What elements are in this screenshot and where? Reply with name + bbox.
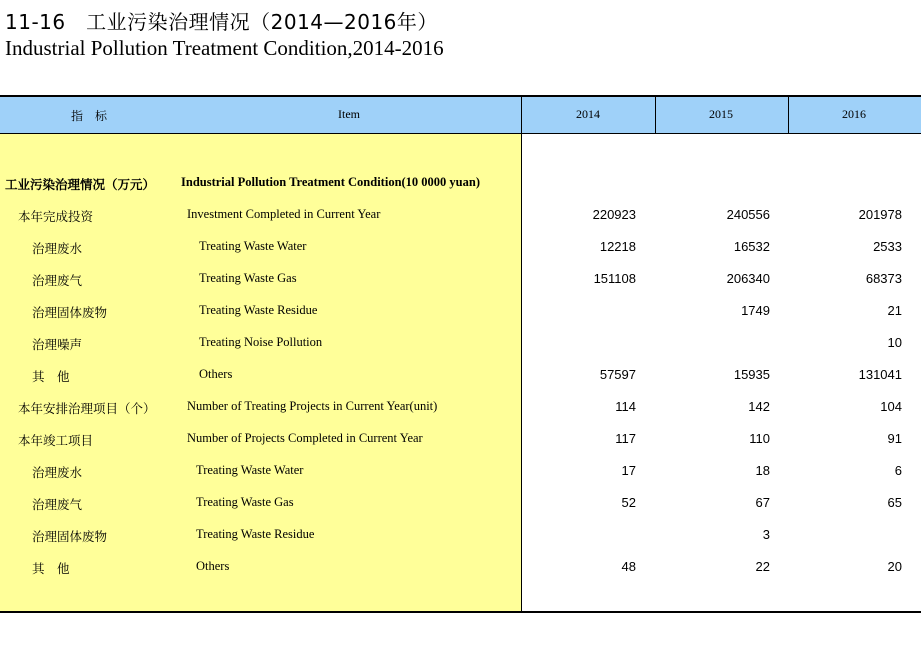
header-rule	[0, 133, 921, 134]
value-2014: 17	[621, 463, 636, 478]
row-label-cn: 本年竣工项目	[18, 433, 94, 448]
value-2014: 220923	[592, 207, 636, 222]
data-table	[0, 95, 921, 613]
page-title-chinese: 11-16 工业污染治理情况（2014—2016年）	[5, 10, 438, 34]
value-2014: 151108	[593, 271, 636, 286]
value-2016: 20	[887, 559, 902, 574]
table-row	[0, 463, 921, 495]
value-2016: 21	[887, 303, 902, 318]
header-item: Item	[338, 107, 360, 121]
value-2015: 22	[755, 559, 770, 574]
table-row	[0, 527, 921, 559]
value-2015: 206340	[726, 271, 770, 286]
table-row	[0, 367, 921, 399]
table-bottom-rule	[0, 611, 921, 613]
row-label-en: Treating Waste Gas	[196, 495, 294, 509]
row-label-en: Treating Waste Residue	[196, 527, 315, 541]
row-label-en: Treating Waste Water	[199, 239, 307, 253]
header-year-2016: 2016	[842, 107, 866, 121]
row-label-en: Industrial Pollution Treatment Condition(10 0000 yuan)	[181, 175, 480, 189]
row-label-cn: 治理固体废物	[32, 529, 108, 544]
value-2015: 142	[748, 399, 770, 414]
value-2016: 91	[887, 431, 902, 446]
row-label-en: Number of Treating Projects in Current Year(unit)	[187, 399, 438, 413]
value-2015: 240556	[726, 207, 770, 222]
row-label-en: Treating Waste Residue	[199, 303, 318, 317]
row-label-cn: 治理废气	[32, 273, 83, 288]
value-2016: 131041	[858, 367, 902, 382]
value-2016: 201978	[858, 207, 902, 222]
value-2014: 114	[615, 399, 636, 414]
value-2015: 1749	[741, 303, 770, 318]
page-title-english: Industrial Pollution Treatment Condition,2014-2016	[5, 36, 444, 60]
table-row	[0, 175, 921, 207]
row-label-cn: 其 他	[32, 561, 70, 576]
value-2015: 3	[762, 527, 770, 542]
row-label-en: Others	[199, 367, 233, 381]
value-2014: 117	[615, 431, 636, 446]
value-2016: 10	[887, 335, 902, 350]
row-label-cn: 本年安排治理项目（个）	[18, 401, 156, 416]
value-2016: 104	[880, 399, 902, 414]
header-year-2015: 2015	[709, 107, 733, 121]
row-label-en: Investment Completed in Current Year	[187, 207, 381, 221]
value-2016: 68373	[865, 271, 902, 286]
table-row	[0, 271, 921, 303]
row-label-cn: 治理废水	[32, 465, 83, 480]
row-label-cn: 本年完成投资	[18, 209, 94, 224]
value-2016: 2533	[873, 239, 902, 254]
row-label-en: Treating Waste Gas	[199, 271, 297, 285]
table-row	[0, 399, 921, 431]
row-label-en: Treating Waste Water	[196, 463, 304, 477]
header-indicator: 指标	[71, 109, 120, 123]
value-2016: 6	[894, 463, 902, 478]
table-row	[0, 239, 921, 271]
table-row	[0, 335, 921, 367]
value-2014: 52	[621, 495, 636, 510]
row-label-cn: 治理噪声	[32, 337, 83, 352]
row-label-en: Number of Projects Completed in Current Year	[187, 431, 423, 445]
value-2015: 110	[749, 431, 770, 446]
row-label-en: Treating Noise Pollution	[199, 335, 323, 349]
value-2014: 48	[621, 559, 636, 574]
table-row	[0, 495, 921, 527]
row-label-cn: 其 他	[32, 369, 70, 384]
column-divider	[655, 97, 656, 133]
row-label-cn: 工业污染治理情况（万元）	[5, 177, 156, 192]
row-label-en: Others	[196, 559, 230, 573]
header-year-2014: 2014	[576, 107, 600, 121]
row-label-cn: 治理废水	[32, 241, 83, 256]
value-2014: 12218	[599, 239, 636, 254]
table-row	[0, 207, 921, 239]
value-2014: 57597	[599, 367, 636, 382]
table-row	[0, 303, 921, 335]
value-2015: 16532	[733, 239, 770, 254]
table-row	[0, 431, 921, 463]
value-2015: 18	[755, 463, 770, 478]
value-2015: 67	[755, 495, 770, 510]
table-row	[0, 559, 921, 591]
column-divider	[788, 97, 789, 133]
row-label-cn: 治理固体废物	[32, 305, 108, 320]
row-label-cn: 治理废气	[32, 497, 83, 512]
value-2015: 15935	[733, 367, 770, 382]
value-2016: 65	[887, 495, 902, 510]
